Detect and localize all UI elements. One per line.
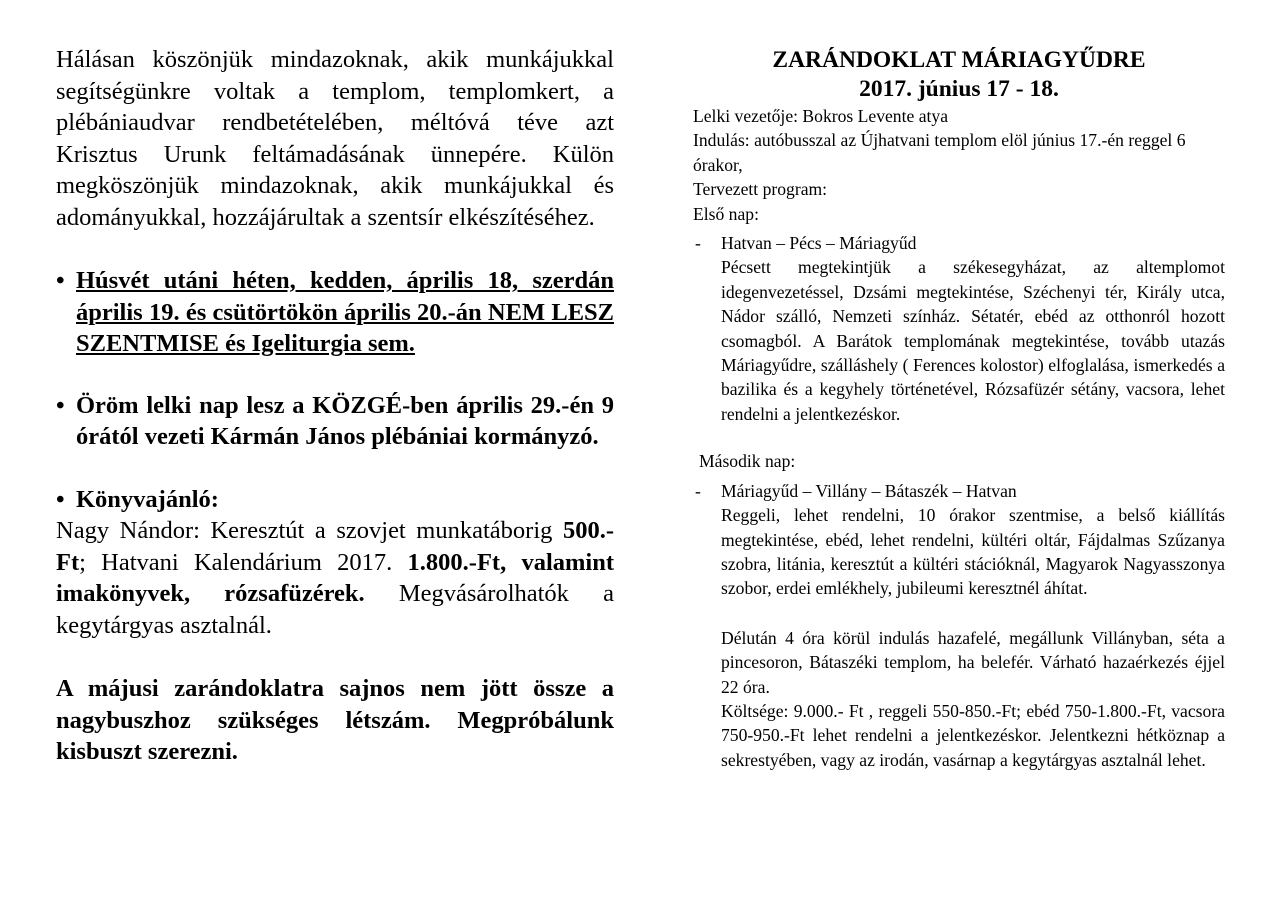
books-part2: ; Hatvani Kalendárium 2017. [79,548,408,576]
bullet-icon: • [56,267,65,294]
retreat-day-notice [56,390,614,453]
books-price1: 500.-Ft [56,517,614,576]
dash-icon: - [695,233,701,254]
spiritual-leader: Lelki vezetője: Bokros Levente atya [693,106,949,126]
books-part3: Megvásárolhatók a kegytárgyas asztalnál. [56,580,614,639]
books-heading-text: Könyvajánló: [76,485,219,513]
easter-mass-notice [56,265,614,360]
book-recommendation-text [56,515,614,641]
dash-icon: - [695,480,701,501]
day1-route [693,231,1225,255]
may-pilgrimage-notice: A májusi zarándoklatra sajnos nem jött össze a nagybuszhoz szükséges létszám. Megpróbálunk kisbuszt szerezni. [56,675,614,765]
day2-label: Második nap: [699,451,796,472]
day1-route-text: Hatvan – Pécs – Máriagyűd [721,233,917,254]
pilgrimage-dates: 2017. június 17 - 18. [859,76,1059,102]
day2-route [693,479,1225,503]
bullet-icon: • [56,485,65,513]
cost-and-registration: Költsége: 9.000.- Ft , reggeli 550-850.-Ft; ebéd 750-1.800.-Ft, vacsora 750-950.-Ft lehet rendelni a jelentkezéskor. Jelentkezni hétköznap a sekrestyében, vagy az irodán, vasárnap a kegytárgyas asztalnál lehet. [721,700,1225,770]
day2-description: Reggeli, lehet rendelni, 10 órakor szentmise, a belső kiállítás megtekintése, ebéd, lehet rendelni, kültéri oltár, Fájdalmas Szűzanya szobra, litánia, keresztút a kültéri stációknál, Magyarok Nagyasszonya szobor, erdei emlékhely, jubileumi keresztnél áhítat. [721,505,1225,599]
book-recommendation-heading [56,484,614,516]
return-journey: Délután 4 óra körül indulás hazafelé, megállunk Villányban, séta a pincesoron, Bátaszéki templom, ha belefér. Várható hazaérkezés éjjel 22 óra. [721,627,1225,697]
day1-description: Pécsett megtekintjük a székesegyházat, az altemplomot idegenvezetéssel, Dzsámi megtekintése, Széchenyi tér, Király utca, Nádor szálló, Nemzeti színház. Sétatér, ebéd az otthonról hozott csomagból. A Barátok templomának megtekintése, tovább utazás Máriagyűdre, szálláshely ( Ferences kolostor) elfoglalása, ismerkedés a bazilika és a kegyhely történetével, Rózsafüzér sétány, vacsora, lehet rendelni a jelentkezéskor. [721,257,1225,424]
day1-label: Első nap: [693,203,759,224]
thanks-paragraph: Hálásan köszönjük mindazoknak, akik munkájukkal segítségünkre voltak a templom, templomkert, a plébániaudvar rendbetételében, méltóvá téve azt Krisztus Urunk feltámadásának ünnepére. Külön megköszönjük mindazoknak, akik munkájukkal és adományukkal, hozzájárultak a szentsír elkészítéséhez. [56,46,614,231]
left-column [56,44,614,768]
easter-notice-text: Húsvét utáni héten, kedden, április 18, szerdán április 19. és csütörtökön április 20.-án NEM LESZ SZENTMISE és Igeliturgia sem. [76,267,614,357]
books-part1: Nagy Nándor: Keresztút a szovjet munkatáborig [56,517,563,544]
departure-info: Indulás: autóbusszal az Újhatvani templom elöl június 17.-én reggel 6 órakor, [693,130,1186,175]
pilgrimage-title: ZARÁNDOKLAT MÁRIAGYŰDRE [772,47,1146,73]
right-column [693,46,1225,772]
day2-route-text: Máriagyűd – Villány – Bátaszék – Hatvan [721,480,1017,501]
program-label: Tervezett program: [693,179,828,200]
bullet-icon: • [56,391,65,419]
retreat-notice-text: Öröm lelki nap lesz a KÖZGÉ-ben április 29.-én 9 órától vezeti Kármán János plébániai kormányzó. [76,391,614,450]
books-price2: 1.800.-Ft, valamint imakönyvek, rózsafüzérek. [56,548,614,607]
